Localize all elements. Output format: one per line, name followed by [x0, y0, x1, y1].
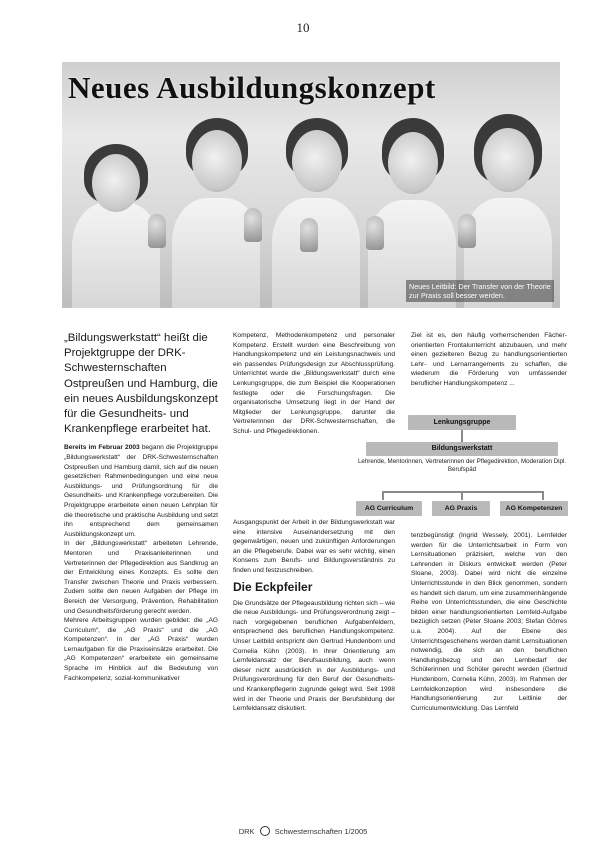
body-paragraph: Kompetenz, Methodenkompetenz und personaler Kompetenz. Erstellt wurden eine Beschreibung von Handlungskompetenz und ein Leistungsnachweis und ein passendes Prüfungsdesign zur Abschlussprüfung. Unterrichtet wurde die „Bildungswerkstatt“ durch eine Lenkungsgruppe, die zum Beispiel die Kooperationen festlegte oder die Forschungsfragen. Die organisatorische Umsetzung liegt in der Hand der Mitglieder der Lenkungsgruppe, darunter die Vertreterinnen der DRK-Schwesternschaften, die Schul- und Pflegedirektionen. [233, 332, 395, 435]
body-paragraph: Mehrere Arbeitsgruppen wurden gebildet: die „AG Curriculum“, die „AG Praxis“ und die „AG Kompetenzen“. In der „AG Praxis“ wurden Lernaufgaben für die Praxiseinsätze erarbeitet. Die „AG Kompetenzen“ erarbeitete ein gemeinsame Sprache im Hinblick auf die Bedeutung von Fachkompetenz, sozial-kommunikativer [64, 617, 218, 682]
red-cross-logo-icon [260, 826, 270, 836]
org-box-ag-praxis: AG Praxis [432, 501, 490, 516]
body-paragraph: Die Grundsätze der Pflegeausbildung richten sich – wie die neue Ausbildungs- und Prüfungsverordnung zeigt – nach vorgegebenen beruflichen Aufgabenfeldern, entsprechend des beruflichen Handlungskompetenz. Unser Leitbild entspricht den Gertrud Hundenborn und Cornelia Kühn (2003). In ihrer Orientierung am Lernfeldansatz der Berufsausbildung, auch wenn dieser nicht ausdrücklich in der Ausbildungs- und Prüfungsverordnung für den Beruf der Gesundheits- und Krankenpflegerin zugrunde gelegt wird. Seit 1998 wird in der Theorie und Praxis der Berufsbildung der Lernfeldansatz diskutiert. [233, 599, 396, 713]
body-text: begann die Projektgruppe „Bildungswerkstatt“ der DRK-Schwesternschaften Ostpreußen und Hamburg damit, sich auf die neuen gesetzlichen Rahmenbedingungen und eine neue Ausbildungs- und Prüfungsordnung für die Gesundheits- und Krankenpflege vorzubereiten. Die Projektgruppe erarbeitete einen neuen Lehrplan für die theoretische und praktische Ausbildung und setzt ihn entsprechend dem gemeinsamen Ausbildungskonzept um. [64, 444, 218, 538]
right-column-lower [411, 531, 567, 713]
org-box-ag-kompetenzen: AG Kompetenzen [500, 501, 568, 516]
header-photo [62, 62, 560, 308]
org-note: Lehrende, Mentorinnen, Vertreterinnen der Pflegedirektion, Moderation Dipl. Berufspäd [357, 458, 567, 473]
photo-person [166, 112, 266, 308]
org-box-ag-curriculum: AG Curriculum [356, 501, 422, 516]
photo-person [458, 110, 558, 308]
org-box-middle: Bildungswerkstatt [366, 442, 558, 456]
page-footer [0, 826, 606, 836]
lead-paragraph: „Bildungswerkstatt“ heißt die Projektgruppe der DRK-Schwesternschaften Ostpreußen und Hamburg, die ein neues Ausbildungskonzept für die Gesundheits- und Krankenpflege erarbeitet hat. [64, 332, 218, 436]
body-paragraph: Ziel ist es, den häufig vorherrschenden Fächer-orientierten Frontalunterricht abzubauen, und mehr einen gezielteren Bezug zu handlungsorientierten Lehr- und Lernarrangements zu schaffen, die wiederum die Förderung von umfassender beruflicher Handlungskompetenz ... [411, 332, 567, 387]
middle-column-lower [233, 518, 395, 714]
body-paragraph: tenzbegünstigt (Ingrid Wessely, 2001). Lernfelder werden für die Unterrichtsarbeit in Form von Lernsituationen präzisiert, welche von den Lehrenden in Diskurs entwickelt werden (Peter Sloane, 2003). Dabei wird nicht die einzelne Unterrichtsstunde in den Blick genommen, sondern es handelt sich darum, um eine zusammenhängende Reihe von Unterrichtsstunden, die eine Geschichte bilden einer handlungsorientierten Lernfeld-Aufgabe bezüglich setzen (Peter Sloane 2003; Stefan Görres u.a. 2004). Auf der Ebene des Unterrichtsgeschehens werden damit Lernsituationen notwendig, die sich an den beruflichen Handlungsbezug und den Lernbedarf der Schülerinnen und Schüler gerecht werden (Gertrud Hundenborn, Cornelia Kühn, 2003). Im Rahmen der Lernfeldkonzeption wird insbesondere die Handlungsorientierung zur Leitlinie der Curriculumentwicklung. Das Lernfeld [411, 532, 567, 712]
footer-right: Schwesternschaften 1/2005 [274, 827, 368, 836]
body-paragraph: In der „Bildungswerkstatt“ arbeiteten Lehrende, Mentoren und Praxisanleiterinnen und Vertreterinnen der Pflegedirektion aus Sandkrug an der Entwicklung eines Konzepts. Es sollte den Transfer zwischen Theorie und Praxis verbessern. Zudem sollte den neuen Aufgaben der Pflege im Bereich der Versorgung, Prävention, Rehabilitation und Gesundheitsförderung gerecht werden. [64, 540, 218, 615]
section-heading: Die Eckpfeiler [233, 579, 313, 594]
body-paragraph [64, 443, 218, 539]
page-number: 10 [296, 20, 310, 35]
right-column [411, 331, 567, 389]
photo-person [66, 122, 166, 308]
body-paragraph: Ausgangspunkt der Arbeit in der Bildungswerkstatt war eine intensive Auseinandersetzung mit den gegenwärtigen, neuen und zukünftigen Anforderungen an die Pflegeberufe. Dabei war es sehr wichtig, einen Konsens zum Berufs- und Bildungsverständnis zu finden und festzuschreiben. [233, 519, 395, 574]
article-title: Neues Ausbildungskonzept [68, 70, 436, 105]
photo-person [266, 112, 366, 308]
org-chart [356, 415, 568, 523]
photo-caption: Neues Leitbild: Der Transfer von der Theorie zur Praxis soll besser werden. [406, 280, 554, 302]
footer-left: DRK [238, 827, 255, 836]
org-box-top: Lenkungsgruppe [408, 415, 516, 430]
left-column [64, 331, 218, 683]
bold-intro: Bereits im Februar 2003 [64, 444, 140, 452]
